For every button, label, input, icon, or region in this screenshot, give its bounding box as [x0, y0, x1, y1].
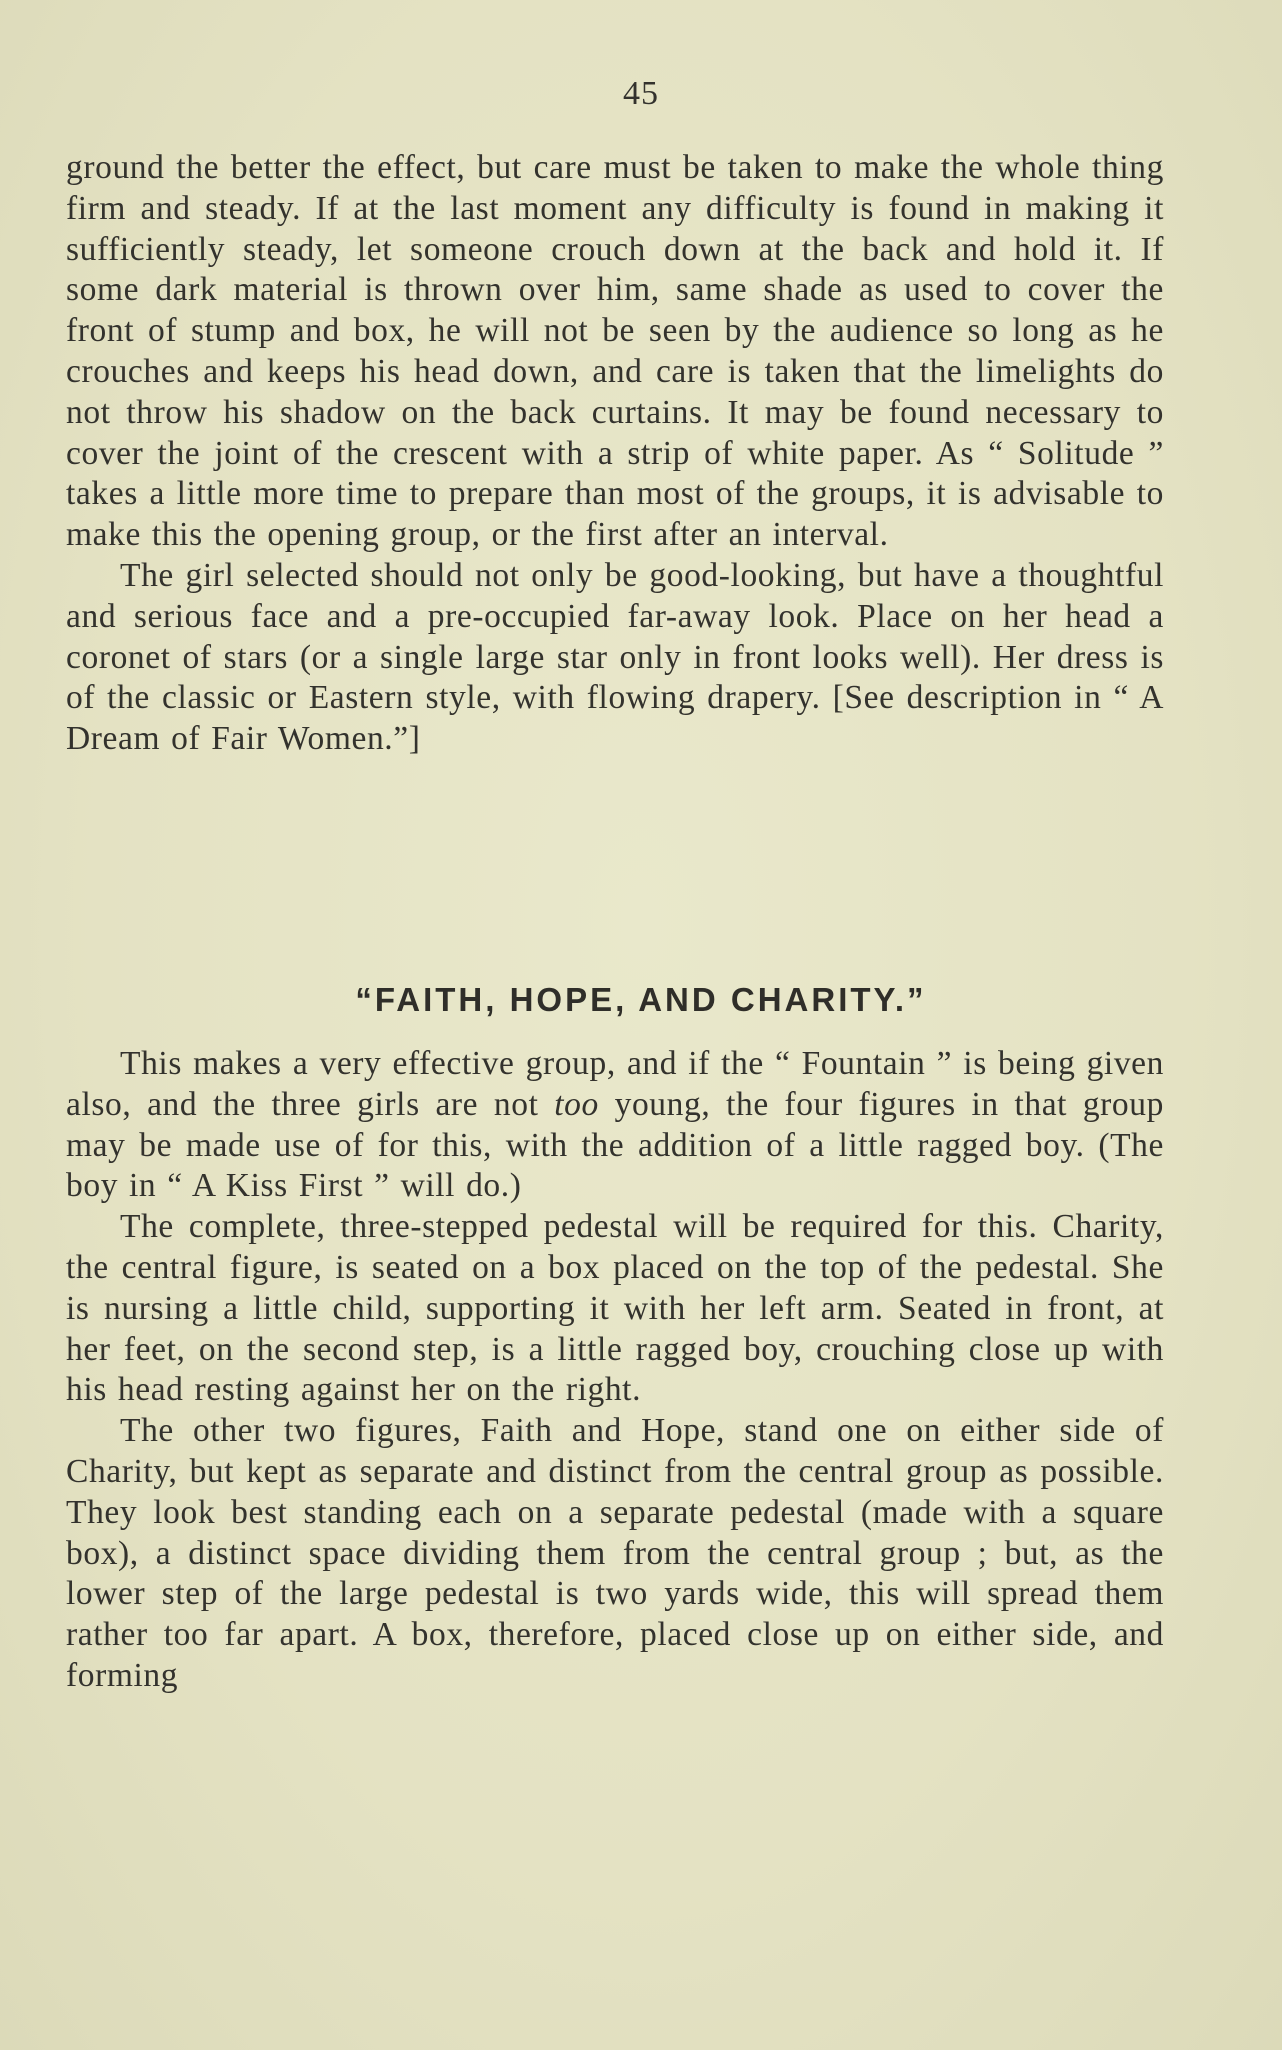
paragraph-solitude-continued: ground the better the effect, but care must be taken to make the whole thing firm and steady. If at the last moment any difficulty is found in making it sufficiently steady, let someone crouch down at the back and hold it. If some dark material is thrown over him, same shade as used to cover the front of stump and box, he will not be seen by the audience so long as he crouches and keeps his head down, and care is taken that the limelights do not throw his shadow on the back curtains. It may be found necessary to cover the joint of the crescent with a strip of white paper. As “ Solitude ” takes a little more time to prepare than most of the groups, it is advisable to make this the opening group, or the first after an interval.	[66, 149, 1164, 554]
paragraph-text-start: This makes a very effective group, and if the “ Fountain ” is being given also, and the three girls are not	[66, 1045, 1164, 1123]
text-block-faith-hope-charity	[66, 1044, 1164, 1697]
text-block-solitude	[66, 148, 1164, 760]
paragraph-text-end: young, the four figures in that group may be made use of for this, with the addition of a little ragged boy. (The boy in “ A Kiss First ” will do.)	[66, 1085, 1164, 1205]
page-number: 45	[623, 75, 659, 112]
paragraph-effective-group	[66, 1044, 1164, 1207]
section-heading: “FAITH, HOPE, AND CHARITY.”	[355, 981, 927, 1018]
emphasis-too: too	[554, 1085, 599, 1123]
paragraph-faith-hope: The other two figures, Faith and Hope, stand one on either side of Charity, but kept as separate and distinct from the central group as possible. They look best standing each on a separate pedestal (made with a square box), a distinct space dividing them from the central group ; but, as the lower step of the large pedestal is two yards wide, this will spread them rather too far apart. A box, therefore, placed close up on either side, and forming	[66, 1412, 1164, 1694]
paragraph-girl-selected: The girl selected should not only be good-looking, but have a thoughtful and serious face and a pre-occupied far-away look. Place on her head a coronet of stars (or a single large star only in front looks well). Her dress is of the classic or Eastern style, with flowing drapery. [See description in “ A Dream of Fair Women.”]	[66, 556, 1164, 758]
paragraph-pedestal: The complete, three-stepped pedestal will be required for this. Charity, the central figure, is seated on a box placed on the top of the pedestal. She is nursing a little child, supporting it with her left arm. Seated in front, at her feet, on the second step, is a little ragged boy, crouching close up with his head resting against her on the right.	[66, 1208, 1164, 1409]
